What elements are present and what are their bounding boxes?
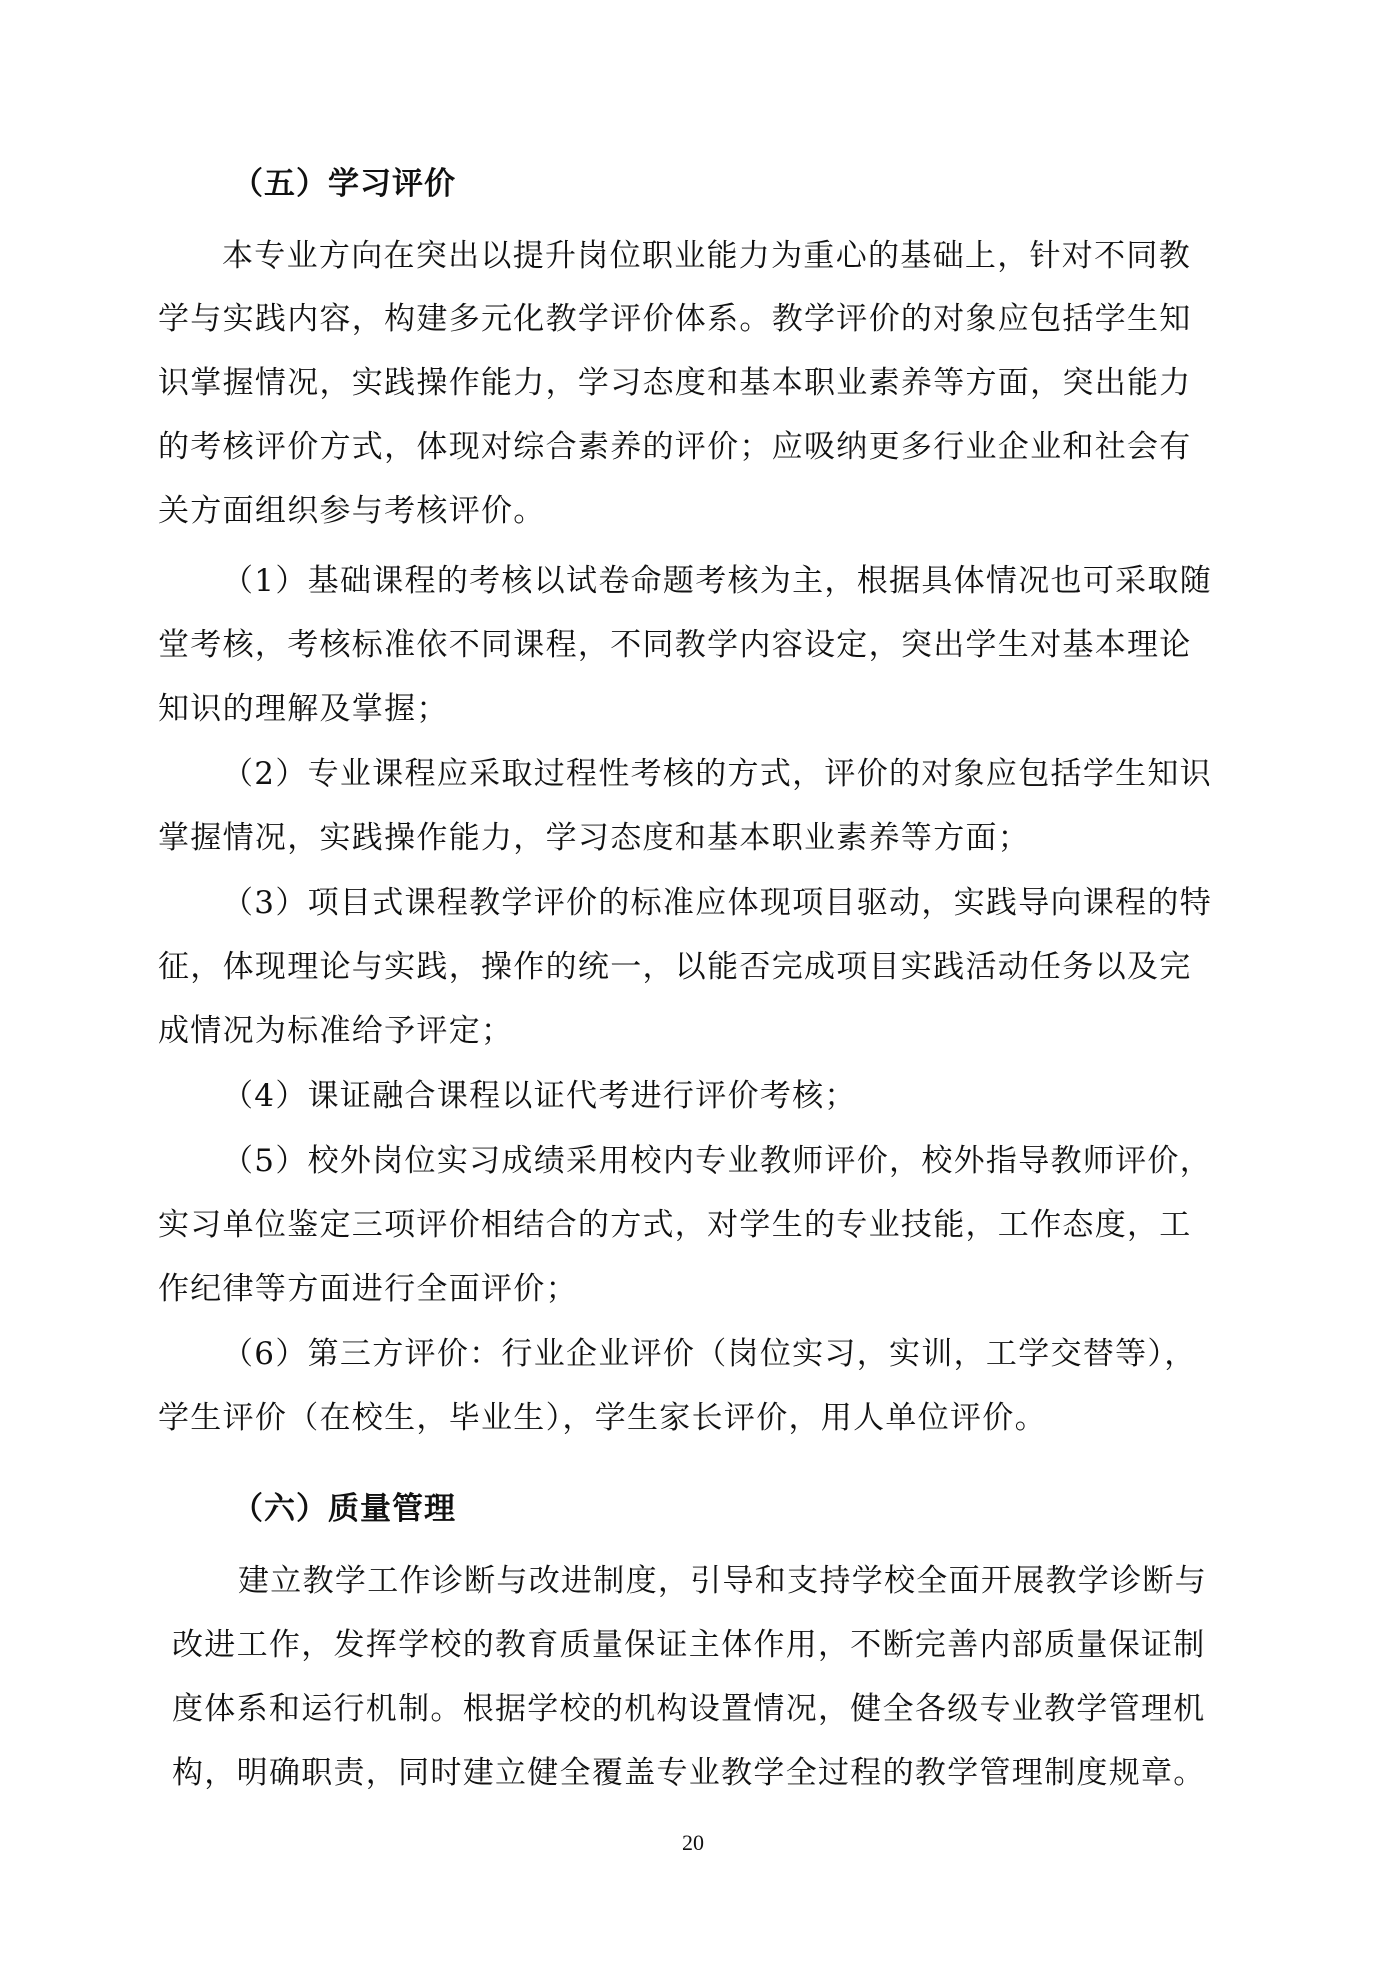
text-line: 实习单位鉴定三项评价相结合的方式，对学生的专业技能，工作态度，工 xyxy=(158,1207,1192,1243)
text-line: （1）基础课程的考核以试卷命题考核为主，根据具体情况也可采取随 xyxy=(222,563,1213,599)
page-number: 20 xyxy=(682,1830,704,1855)
text-line: 掌握情况，实践操作能力，学习态度和基本职业素养等方面； xyxy=(158,820,1031,856)
section-heading-learning-evaluation: （五）学习评价 xyxy=(232,166,456,202)
text-line: （5）校外岗位实习成绩采用校内专业教师评价，校外指导教师评价， xyxy=(222,1143,1213,1179)
text-line: 识掌握情况，实践操作能力，学习态度和基本职业素养等方面，突出能力 xyxy=(158,365,1192,401)
text-line: 的考核评价方式，体现对综合素养的评价；应吸纳更多行业企业和社会有 xyxy=(158,429,1192,465)
text-line: （4）课证融合课程以证代考进行评价考核； xyxy=(222,1078,857,1114)
text-line: （6）第三方评价：行业企业评价（岗位实习，实训，工学交替等）， xyxy=(222,1336,1197,1372)
text-line: 建立教学工作诊断与改进制度，引导和支持学校全面开展教学诊断与 xyxy=(238,1563,1207,1599)
text-line: （3）项目式课程教学评价的标准应体现项目驱动，实践导向课程的特 xyxy=(222,885,1213,921)
text-line: 关方面组织参与考核评价。 xyxy=(158,493,546,529)
text-line: 度体系和运行机制。根据学校的机构设置情况，健全各级专业教学管理机 xyxy=(172,1691,1206,1727)
text-line: 堂考核，考核标准依不同课程，不同教学内容设定，突出学生对基本理论 xyxy=(158,627,1192,663)
text-line: 改进工作，发挥学校的教育质量保证主体作用，不断完善内部质量保证制 xyxy=(172,1627,1206,1663)
text-line: 学生评价（在校生，毕业生），学生家长评价，用人单位评价。 xyxy=(158,1400,1047,1436)
text-line: 作纪律等方面进行全面评价； xyxy=(158,1271,578,1307)
text-line: 学与实践内容，构建多元化教学评价体系。教学评价的对象应包括学生知 xyxy=(158,301,1192,337)
section-heading-quality-management: （六）质量管理 xyxy=(232,1491,456,1527)
text-line: 构，明确职责，同时建立健全覆盖专业教学全过程的教学管理制度规章。 xyxy=(172,1755,1206,1791)
text-line: 成情况为标准给予评定； xyxy=(158,1013,514,1049)
text-line: 知识的理解及掌握； xyxy=(158,691,449,727)
text-line: （2）专业课程应采取过程性考核的方式，评价的对象应包括学生知识 xyxy=(222,756,1213,792)
text-line: 本专业方向在突出以提升岗位职业能力为重心的基础上，针对不同教 xyxy=(222,238,1191,274)
text-line: 征，体现理论与实践，操作的统一，以能否完成项目实践活动任务以及完 xyxy=(158,949,1192,985)
